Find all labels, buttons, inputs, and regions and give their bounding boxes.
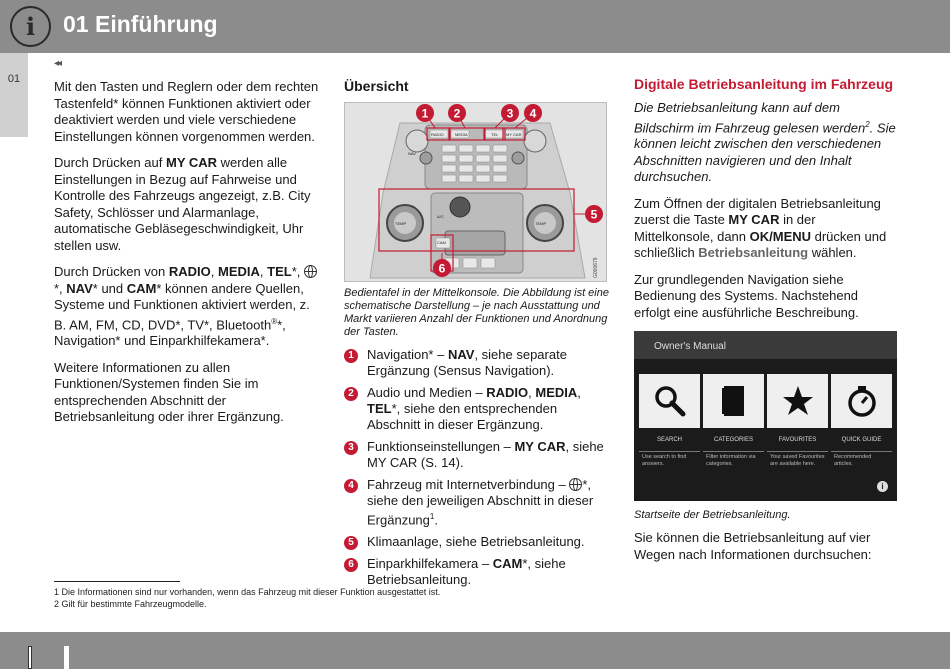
callout-5	[585, 205, 603, 223]
svg-text:G000679: G000679	[593, 256, 599, 278]
list-item-camera: 6 Einparkhilfekamera – CAM*, siehe Betriebsanleitung.	[344, 556, 609, 588]
tile-categories[interactable]: CATEGORIES Filter information via categories.	[703, 374, 764, 472]
svg-text:TEL: TEL	[491, 131, 499, 137]
paragraph-sources: Durch Drücken von RADIO, MEDIA, TEL*, *, NAV* und CAM* können andere Quellen, Systeme und Funktionen aktiviert werden, z. B. AM, FM, CD, DVD*, TV*, Bluetooth®*, Navigation* und Einparkhilfekamera*.	[54, 264, 319, 350]
footnote-2: 2 Gilt für bestimmte Fahrzeugmodelle.	[54, 599, 207, 609]
paragraph-intro: Mit den Tasten und Reglern oder dem rechten Tastenfeld* können Funktionen aktiviert oder deaktiviert werden und viele verschiedene Einstellungen können vorgenommen werden.	[54, 79, 319, 144]
list-item-audio: 2 Audio und Medien – RADIO, MEDIA, TEL*, siehe den entsprechenden Abschnitt in dieser Ergänzung.	[344, 385, 609, 433]
info-icon[interactable]: i	[877, 481, 888, 492]
svg-text:CAM: CAM	[437, 239, 446, 245]
svg-text:A/C: A/C	[437, 213, 444, 219]
footer-marker	[28, 646, 32, 669]
column-middle	[344, 78, 609, 594]
svg-text:MY CAR: MY CAR	[506, 131, 522, 137]
callout-6	[433, 259, 451, 277]
tile-quick-guide[interactable]: QUICK GUIDE Recommended articles.	[831, 374, 892, 472]
svg-text:5: 5	[590, 207, 598, 221]
paragraph-open-manual: Zum Öffnen der digitalen Betriebsanleitung zuerst die Taste MY CAR in der Mittelkonsole, dann OK/MENU drücken und schließlich Betriebsanleitung wählen.	[634, 195, 887, 261]
callout-2	[448, 104, 466, 122]
svg-text:MEDIA: MEDIA	[455, 131, 468, 137]
manual-screen-title: Owner's Manual	[654, 341, 726, 353]
svg-text:TEMP: TEMP	[395, 220, 407, 226]
column-right	[634, 76, 896, 573]
page-footer	[0, 632, 950, 669]
svg-text:4: 4	[529, 106, 537, 120]
globe-icon	[569, 478, 582, 491]
callout-4	[524, 104, 542, 122]
list-item-nav: 1 Navigation* – NAV, siehe separate Ergänzung (Sensus Navigation).	[344, 347, 609, 379]
svg-text:6: 6	[438, 261, 446, 275]
tile-favourites[interactable]: FAVOURITES Your saved Favourites are available here.	[767, 374, 828, 472]
center-console-figure	[344, 102, 607, 282]
callout-1	[416, 104, 434, 122]
paragraph-more-info: Weitere Informationen zu allen Funktionen/Systemen finden Sie im entsprechenden Abschnitt der Betriebsanleitung oder ihrer Ergänzung.	[54, 359, 284, 425]
chapter-tab-label: 01	[7, 73, 21, 85]
info-icon: i	[10, 6, 51, 47]
center-console-drawing	[345, 103, 607, 282]
svg-text:2: 2	[453, 106, 461, 120]
footer-marker-2	[64, 646, 69, 669]
tile-search[interactable]: SEARCH Use search to find answers.	[639, 374, 700, 472]
section-heading-digital-manual: Digitale Betriebsanleitung im Fahrzeug	[634, 76, 894, 92]
paragraph-mycar: Durch Drücken auf MY CAR werden alle Einstellungen in Bezug auf Fahrweise und Kontrolle des Fahrzeugs angezeigt, z.B. City Safety, Schlösser und Alarmanlage, automatische Gebläsegeschwindigkeit, Uhr stellen usw.	[54, 155, 311, 253]
svg-text:RADIO: RADIO	[431, 131, 444, 137]
paragraph-digital-intro: Die Betriebsanleitung kann auf dem Bildschirm im Fahrzeug gelesen werden$^2$. Sie können leicht zwischen den verschiedenen Abschnitten navigieren und den Inhalt durchsuchen.	[634, 100, 896, 185]
footnotes	[54, 581, 554, 610]
chapter-tab[interactable]	[0, 53, 28, 137]
globe-icon	[304, 265, 317, 278]
paragraph-navigation: Zur grundlegenden Navigation siehe Bedienung des Systems. Nachstehend erfolgt eine ausführliche Beschreibung.	[634, 271, 859, 320]
svg-text:3: 3	[506, 106, 514, 120]
list-item-mycar: 3 Funktionseinstellungen – MY CAR, siehe MY CAR (S. 14).	[344, 439, 609, 471]
figure-caption: Bedientafel in der Mittelkonsole. Die Abbildung ist eine schematische Darstellung – je nach Ausstattung und Markt variieren Anzahl der Funktionen und Anordnung der Tasten.	[344, 286, 609, 338]
star-icon	[781, 384, 815, 418]
footnote-1: 1 Die Informationen sind nur vorhanden, wenn das Fahrzeug mit dieser Funktion ausgestattet ist.	[54, 587, 441, 597]
magnifier-icon	[653, 384, 687, 418]
stopwatch-icon	[845, 384, 879, 418]
manual-caption: Startseite der Betriebsanleitung.	[634, 509, 791, 522]
section-heading-overview: Übersicht	[344, 78, 409, 94]
svg-text:TEMP: TEMP	[535, 220, 547, 226]
owners-manual-screen	[634, 331, 897, 501]
page-header	[0, 0, 950, 53]
back-arrows-icon[interactable]: ◂◂	[54, 58, 61, 69]
list-item-climate: 5 Klimaanlage, siehe Betriebsanleitung.	[344, 534, 609, 550]
column-left	[54, 79, 319, 436]
manual-link[interactable]: Betriebsanleitung	[698, 245, 809, 261]
book-icon	[719, 384, 749, 418]
footnote-divider	[54, 581, 180, 582]
paragraph-search-ways: Sie können die Betriebsanleitung auf vier Wegen nach Informationen durchsuchen:	[634, 530, 872, 562]
svg-text:1: 1	[421, 106, 429, 120]
list-item-internet: 4 Fahrzeug mit Internetverbindung – *, siehe den jeweiligen Abschnitt in dieser Ergänzung$^1$.	[344, 477, 609, 528]
svg-text:NAV: NAV	[408, 150, 416, 156]
callout-3	[501, 104, 519, 122]
page-title: 01 Einführung	[63, 11, 218, 37]
